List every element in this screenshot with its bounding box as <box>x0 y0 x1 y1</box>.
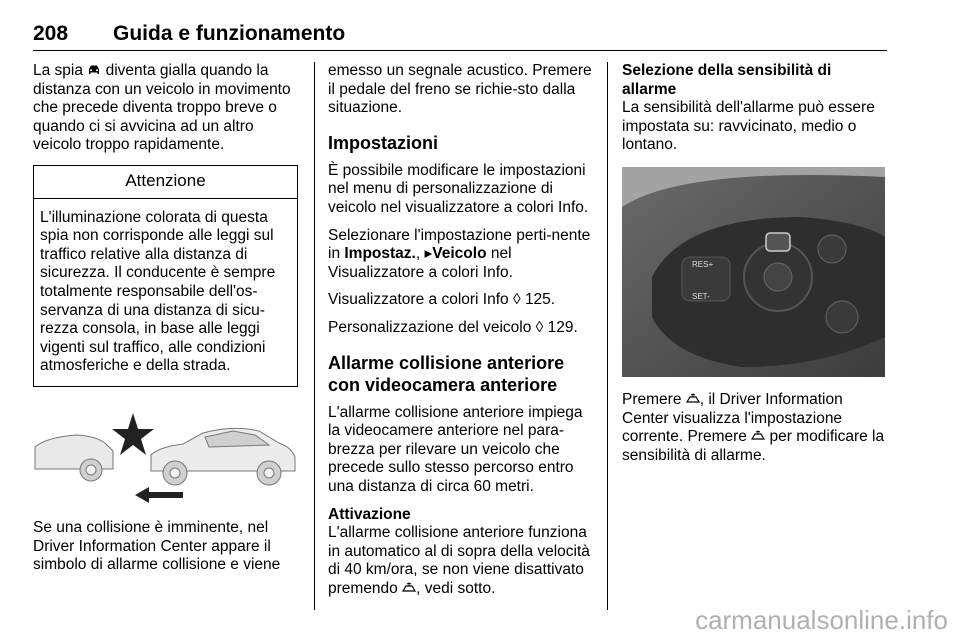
collision-illustration <box>33 399 298 507</box>
watermark: carmanualsonline.info <box>695 605 948 635</box>
collision-paragraph: Se una collisione è imminente, nel Driver Information Center appare il simbolo di allarme collisione e viene <box>33 518 281 574</box>
column-divider <box>607 62 608 610</box>
page-ref-icon: ◊ <box>535 318 544 336</box>
column-2 <box>328 62 593 607</box>
column-1 <box>33 62 298 584</box>
settings-heading: Impostazioni <box>328 132 439 153</box>
page-reference[interactable]: Personalizzazione del veicolo ◊ 129. <box>328 318 578 336</box>
menu-arrow-icon: ▸ <box>424 245 433 263</box>
collision-alert-button-icon <box>751 430 765 442</box>
page-reference[interactable]: Visualizzatore a colori Info ◊ 125. <box>328 291 556 309</box>
fcw-heading: Allarme collisione anteriore con videocamera anteriore <box>328 352 565 395</box>
sensitivity-paragraph: La sensibilità dell'allarme può essere impostata su: ravvicinato, medio o lontano. <box>622 99 875 154</box>
page-ref-icon: ◊ <box>512 291 521 309</box>
res-button-label: RES+ <box>692 259 714 269</box>
chapter-title: Guida e funzionamento <box>113 22 346 45</box>
fcw-paragraph: L'allarme collisione anteriore impiega la videocamere anteriore nel para-brezza per rilevare un veicolo che precede sullo stesso percorso entro una distanza di circa 60 metri. <box>328 403 583 495</box>
warning-box <box>33 165 298 387</box>
column-divider <box>314 62 315 610</box>
continued-paragraph: emesso un segnale acustico. Premere il pedale del freno se richie-sto dalla situazione. <box>328 62 592 117</box>
collision-alert-button-icon <box>402 582 416 594</box>
impact-star-icon <box>112 413 154 455</box>
intro-paragraph: La spia diventa gialla quando la distanza con un veicolo in movimento che precede diventa troppo breve o quando ci si avvicina ad un altro veicolo troppo rapidamente. <box>33 62 291 154</box>
settings-menu-paragraph: Selezionare l'impostazione perti-nente in Impostaz., ▸Veicolo nel Visualizzatore a colori Info. <box>328 226 591 281</box>
press-paragraph: Premere , il Driver Information Center visualizza l'impostazione corrente. Premere per modificare la sensibilità di allarme. <box>622 390 885 464</box>
warning-text: L'illuminazione colorata di questa spia non corrisponde alle leggi sul traffico relative alla distanza di sicurezza. Il conducente è sempre totalmente responsabile dell'os-servanza di una distanza di sicu-rezza consola, in base alle leggi vigenti sul traffico, alle condizioni atmosferiche e della strada. <box>40 208 276 375</box>
steering-wheel-controls-photo <box>622 167 885 377</box>
sensitivity-heading: Selezione della sensibilità di allarme <box>622 62 832 98</box>
activation-paragraph: L'allarme collisione anteriore funziona in automatico al di sopra della velocità di 40 km/ora, se non viene disattivato premendo , vedi sotto. <box>328 524 590 597</box>
collision-alert-wheel-button <box>766 233 790 251</box>
warning-title: Attenzione <box>34 166 297 199</box>
own-car <box>151 428 295 485</box>
car-ahead <box>35 435 113 481</box>
page-header <box>33 22 887 51</box>
arrow-left-icon <box>135 487 183 503</box>
vehicle-ahead-icon <box>87 64 101 76</box>
set-button-label: SET- <box>692 291 710 301</box>
page-number: 208 <box>33 22 69 45</box>
collision-alert-button-icon <box>686 393 700 405</box>
settings-paragraph: È possibile modificare le impostazioni nel menu di personalizzazione di veicolo nel visualizzatore a colori Info. <box>328 161 589 216</box>
column-3 <box>622 62 887 474</box>
activation-heading: Attivazione <box>328 505 411 523</box>
